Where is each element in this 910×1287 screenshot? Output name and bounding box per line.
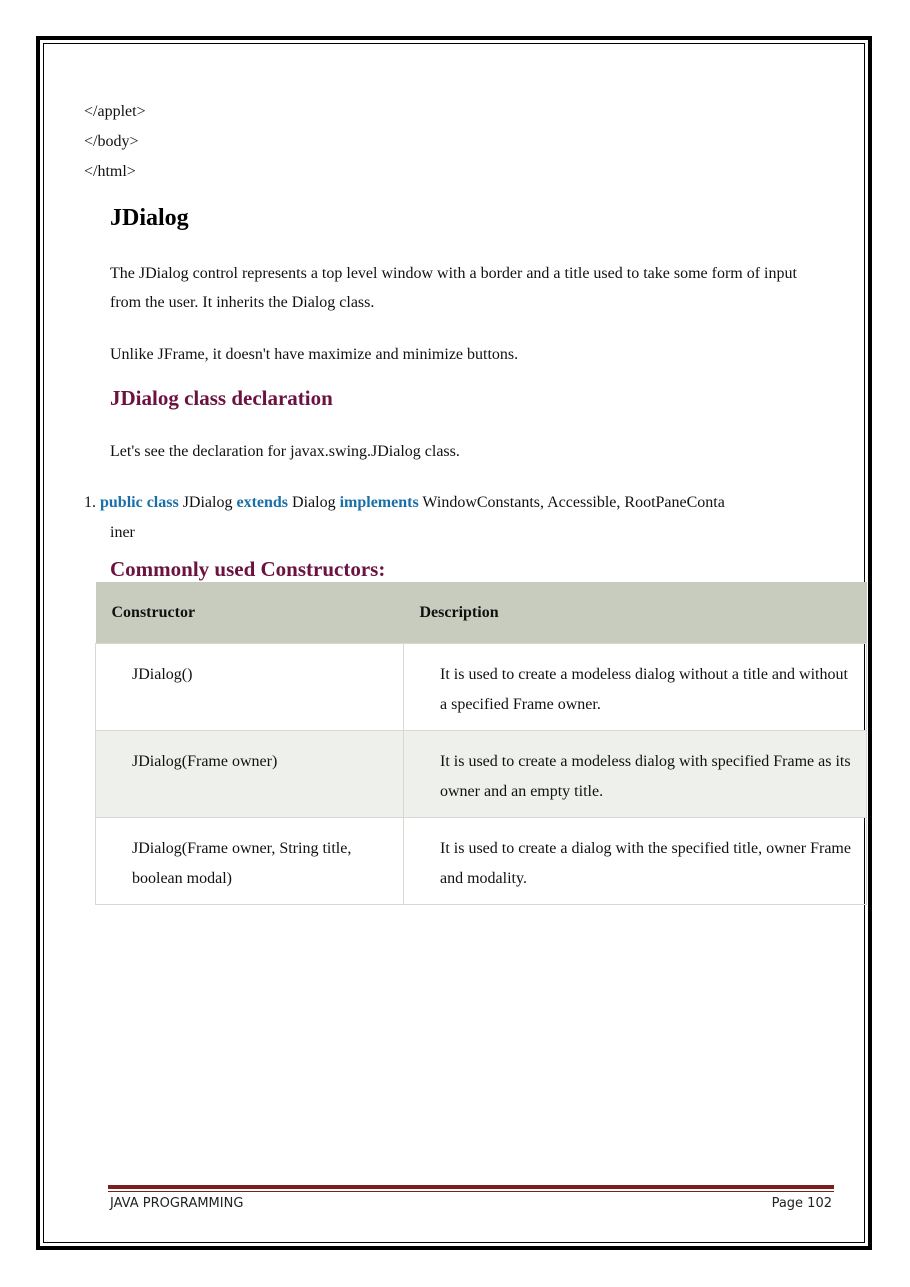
constructor-cell: JDialog() [96,644,404,731]
constructor-cell: JDialog(Frame owner, String title, boolean modal) [96,818,404,905]
second-paragraph: Unlike JFrame, it doesn't have maximize and minimize buttons. [110,346,519,363]
declaration-code [84,488,725,518]
line-number: 1. [84,494,96,511]
declaration-heading: JDialog class declaration [110,386,333,410]
table-header-row [96,582,867,644]
constructor-cell: JDialog(Frame owner) [96,731,404,818]
constructors-heading: Commonly used Constructors: [110,557,386,581]
footer-rule-thin [108,1191,834,1192]
constructors-table [95,582,867,905]
table-row [96,731,867,818]
keyword-extends: extends [236,494,289,511]
keyword-public-class: public class [100,494,179,511]
intro-paragraph: The JDialog control represents a top level window with a border and a title used to take some form of input from the user. It inherits the Dialog class. [110,265,797,311]
footer-title: JAVA PROGRAMMING [110,1196,244,1211]
table-row [96,644,867,731]
footer-rule-thick [108,1185,834,1189]
description-cell: It is used to create a modeless dialog with specified Frame as its owner and an empty title. [404,731,867,818]
class-name: JDialog [182,494,233,511]
declaration-intro: Let's see the declaration for javax.swing.JDialog class. [110,443,460,460]
table-row [96,818,867,905]
parent-class: Dialog [292,494,336,511]
description-cell: It is used to create a modeless dialog without a title and without a specified Frame owner. [404,644,867,731]
section-heading: JDialog [110,205,189,231]
page-number: Page 102 [771,1196,832,1211]
column-header-description: Description [404,582,867,644]
declaration-continuation: iner [110,524,135,541]
code-line: </html> [84,163,136,180]
interfaces: WindowConstants, Accessible, RootPaneConta [422,494,725,511]
code-line: </applet> [84,103,146,120]
column-header-constructor: Constructor [96,582,404,644]
code-line: </body> [84,133,139,150]
description-cell: It is used to create a dialog with the specified title, owner Frame and modality. [404,818,867,905]
keyword-implements: implements [339,494,419,511]
